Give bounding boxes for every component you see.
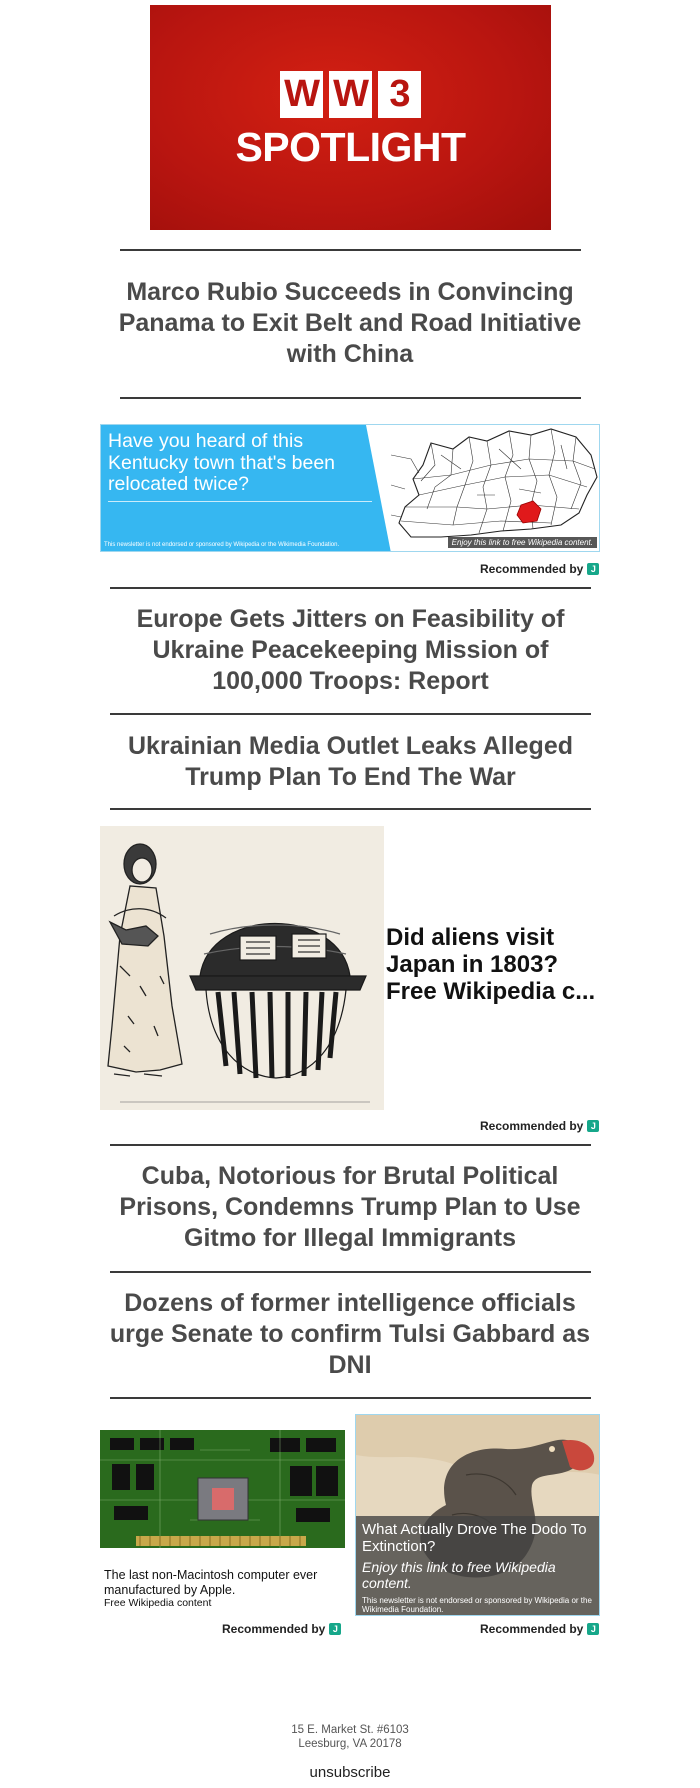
headline-gabbard-dni[interactable]: Dozens of former intelligence officials urge Senate to confirm Tulsi Gabbard as DNI [109,1289,591,1379]
ad-kentucky-rule [108,501,372,502]
jeeng-badge-icon: J [587,1623,599,1635]
recommended-by-text: Recommended by [480,1622,584,1636]
recommended-by-label[interactable] [480,562,599,576]
divider [110,1397,591,1399]
logo-text: SPOTLIGHT [235,123,466,170]
logo-box-w2: W [329,71,372,118]
ad-apple-title: The last non-Macintosh computer ever manufactured by Apple. [104,1568,318,1597]
logo-box-w1: W [280,71,323,118]
ad-kentucky-town[interactable] [100,424,600,552]
divider [110,1271,591,1273]
recommended-by-label[interactable] [480,1119,599,1133]
divider [110,713,591,715]
logo-box-3: 3 [378,71,421,118]
jeeng-badge-icon: J [587,1120,599,1132]
jeeng-badge-icon: J [587,563,599,575]
divider [120,249,581,251]
headline-ukraine-leak[interactable]: Ukrainian Media Outlet Leaks Alleged Trump Plan To End The War [127,732,574,791]
kentucky-map-image [391,425,600,552]
headline-cuba-gitmo[interactable]: Cuba, Notorious for Brutal Political Prisons, Condemns Trump Plan to Use Gitmo for Illegal Immigrants [119,1162,581,1252]
recommended-by-label[interactable] [480,1622,599,1636]
footer-address-line1: 15 E. Market St. #6103 [291,1724,409,1736]
divider [110,808,591,810]
recommended-by-text: Recommended by [480,562,584,576]
logo-boxes [280,71,421,118]
ad-dodo-extinction[interactable] [355,1414,600,1616]
jeeng-badge-icon: J [329,1623,341,1635]
recommended-by-label[interactable] [222,1622,341,1636]
ad-dodo-title: What Actually Drove The Dodo To Extinction? [362,1521,587,1555]
headline-europe-peacekeeping[interactable]: Europe Gets Jitters on Feasibility of Ukraine Peacekeeping Mission of 100,000 Troops: Report [136,605,565,695]
ad-kentucky-title: Have you heard of this Kentucky town that's been relocated twice? [108,430,336,495]
ad-dodo-subtitle: Enjoy this link to free Wikipedia content. [362,1559,556,1591]
recommended-by-text: Recommended by [222,1622,326,1636]
ww3-spotlight-logo[interactable] [150,5,551,230]
divider [110,1144,591,1146]
circuit-board-image [100,1420,345,1558]
ad-dodo-disclaimer: This newsletter is not endorsed or sponsored by Wikipedia or the Wikimedia Foundation. [362,1596,592,1614]
ad-aliens-title: Did aliens visit Japan in 1803? Free Wikipedia c... [386,924,596,1005]
footer-address-line2: Leesburg, VA 20178 [298,1738,402,1750]
ad-kentucky-disclaimer: This newsletter is not endorsed or sponsored by Wikipedia or the Wikimedia Foundation. [104,542,340,548]
divider [120,397,581,399]
ad-kentucky-cta: Enjoy this link to free Wikipedia content. [448,537,597,548]
recommended-by-text: Recommended by [480,1119,584,1133]
unsubscribe-link[interactable]: unsubscribe [309,1764,391,1781]
headline-rubio-panama[interactable]: Marco Rubio Succeeds in Convincing Panama to Exit Belt and Road Initiative with China [118,278,582,368]
divider [110,587,591,589]
ad-apple-subtitle: Free Wikipedia content [104,1597,212,1609]
utsuro-bune-image [100,826,384,1110]
